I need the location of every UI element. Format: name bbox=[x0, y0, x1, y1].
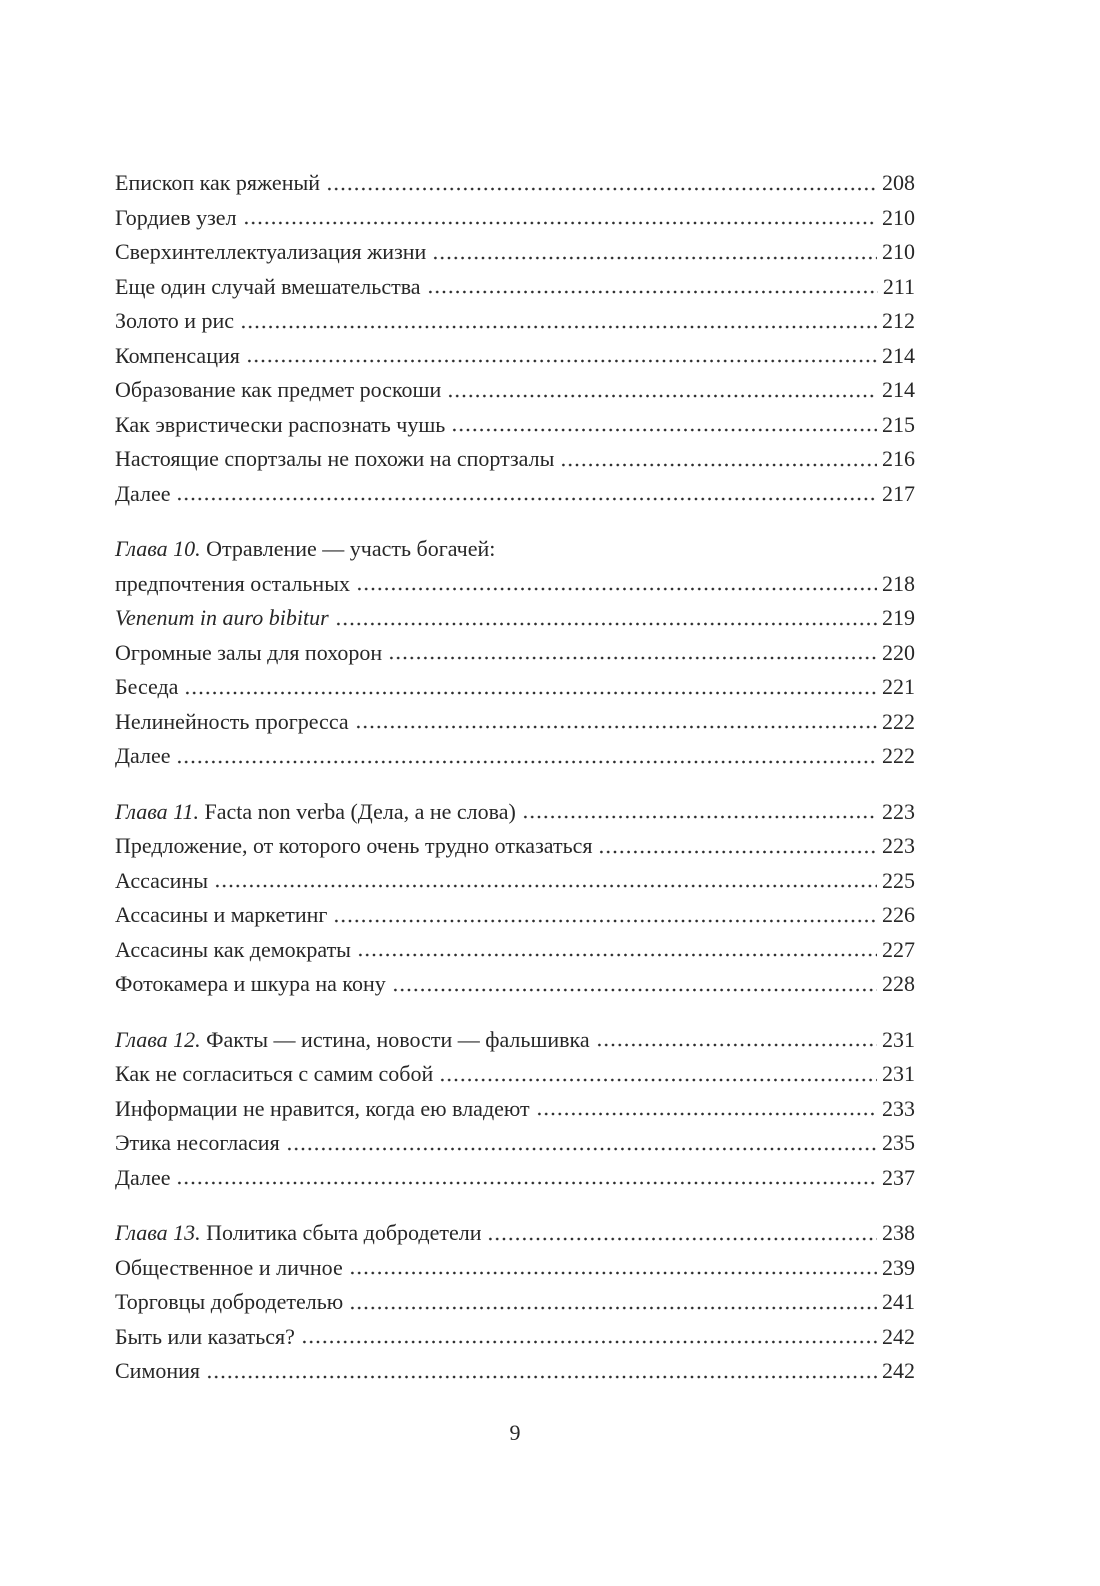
entry-page-number: 220 bbox=[882, 639, 915, 665]
toc-entry bbox=[115, 1057, 915, 1092]
entry-page-number: 228 bbox=[882, 971, 915, 996]
entry-page-number: 222 bbox=[882, 743, 915, 768]
toc-group bbox=[115, 795, 915, 1002]
entry-title: Далее bbox=[115, 480, 171, 506]
entry-page-number: 222 bbox=[882, 708, 915, 734]
toc-entry bbox=[115, 829, 915, 864]
entry-page-number: 242 bbox=[882, 1323, 915, 1349]
dot-leader bbox=[333, 919, 877, 923]
toc-entry bbox=[115, 1320, 915, 1355]
entry-page-number: 216 bbox=[882, 446, 915, 471]
dot-leader bbox=[392, 988, 877, 992]
dot-leader bbox=[246, 359, 877, 363]
toc-entry bbox=[115, 235, 915, 270]
dot-leader bbox=[206, 1375, 877, 1379]
entry-page-number: 211 bbox=[882, 273, 915, 299]
dot-leader bbox=[357, 953, 877, 957]
entry-title: Торговцы добродетелью bbox=[115, 1289, 344, 1314]
entry-page-number: 231 bbox=[882, 1026, 915, 1052]
entry-title: Огромные залы для похорон bbox=[115, 639, 383, 665]
dot-leader bbox=[349, 1271, 877, 1275]
toc-group bbox=[115, 1023, 915, 1196]
entry-page-number: 227 bbox=[882, 936, 915, 962]
entry-title: Беседа bbox=[115, 674, 179, 699]
dot-leader bbox=[427, 290, 878, 294]
entry-page-number: 239 bbox=[882, 1254, 915, 1280]
entry-title: Далее bbox=[115, 743, 171, 768]
entry-title: Компенсация bbox=[115, 342, 240, 368]
toc-entry bbox=[115, 933, 915, 968]
entry-title: Епископ как ряженый bbox=[115, 170, 321, 195]
toc-entry bbox=[115, 339, 915, 374]
toc-entry bbox=[115, 166, 915, 201]
entry-title: Нелинейность прогресса bbox=[115, 708, 349, 734]
dot-leader bbox=[447, 394, 877, 398]
entry-page-number: 235 bbox=[882, 1130, 915, 1155]
toc-entry bbox=[115, 304, 915, 339]
dot-leader bbox=[439, 1078, 877, 1082]
dot-leader bbox=[522, 815, 877, 819]
toc-entry bbox=[115, 967, 915, 1002]
entry-title: Сверхинтеллектуализация жизни bbox=[115, 239, 427, 264]
entry-title: Общественное и личное bbox=[115, 1254, 343, 1280]
entry-page-number: 242 bbox=[882, 1358, 915, 1383]
toc-entry bbox=[115, 408, 915, 443]
entry-title: Facta non verba (Дела, а не слова) bbox=[204, 798, 516, 824]
chapter-label: Глава 11. bbox=[115, 798, 199, 824]
dot-leader bbox=[286, 1147, 877, 1151]
dot-leader bbox=[184, 691, 877, 695]
entry-title: предпочтения остальных bbox=[115, 570, 350, 596]
toc-group bbox=[115, 1216, 915, 1389]
entry-title: Образование как предмет роскоши bbox=[115, 377, 442, 402]
dot-leader bbox=[326, 187, 877, 191]
entry-title: Как не согласиться с самим собой bbox=[115, 1061, 434, 1086]
toc-entry bbox=[115, 670, 915, 705]
entry-title: Политика сбыта добродетели bbox=[206, 1220, 482, 1245]
entry-title: Гордиев узел bbox=[115, 204, 237, 230]
dot-leader bbox=[596, 1043, 877, 1047]
entry-page-number: 214 bbox=[882, 342, 915, 368]
toc-entry bbox=[115, 201, 915, 236]
dot-leader bbox=[349, 1306, 877, 1310]
toc-entry bbox=[115, 795, 915, 830]
toc-entry bbox=[115, 567, 915, 602]
toc-entry bbox=[115, 270, 915, 305]
dot-leader bbox=[487, 1237, 877, 1241]
entry-title: Далее bbox=[115, 1164, 171, 1190]
toc-entry bbox=[115, 601, 915, 636]
dot-leader bbox=[388, 656, 877, 660]
entry-title: Информации не нравится, когда ею владеют bbox=[115, 1095, 530, 1121]
toc-entry bbox=[115, 739, 915, 774]
dot-leader bbox=[240, 325, 877, 329]
entry-title: Симония bbox=[115, 1358, 201, 1383]
toc-entry bbox=[115, 1126, 915, 1161]
toc-entry bbox=[115, 477, 915, 512]
entry-page-number: 223 bbox=[882, 833, 915, 858]
dot-leader bbox=[301, 1340, 877, 1344]
toc-group bbox=[115, 532, 915, 774]
toc-entry bbox=[115, 1023, 915, 1058]
page-footer bbox=[115, 1420, 915, 1446]
table-of-contents bbox=[115, 166, 915, 1389]
dot-leader bbox=[356, 587, 877, 591]
toc-entry bbox=[115, 442, 915, 477]
dot-leader bbox=[355, 725, 877, 729]
entry-title: Предложение, от которого очень трудно отказаться bbox=[115, 833, 593, 858]
toc-group bbox=[115, 166, 915, 511]
dot-leader bbox=[176, 760, 877, 764]
entry-title: Ассасины и маркетинг bbox=[115, 902, 328, 927]
dot-leader bbox=[598, 850, 877, 854]
dot-leader bbox=[432, 256, 877, 260]
entry-page-number: 241 bbox=[882, 1289, 915, 1314]
entry-title: Отравление — участь богачей: bbox=[206, 536, 496, 561]
dot-leader bbox=[560, 463, 877, 467]
entry-title: Настоящие спортзалы не похожи на спортзалы bbox=[115, 446, 555, 471]
entry-page-number: 215 bbox=[882, 411, 915, 437]
entry-page-number: 218 bbox=[882, 570, 915, 596]
entry-page-number: 208 bbox=[882, 170, 915, 195]
dot-leader bbox=[536, 1112, 877, 1116]
entry-page-number: 214 bbox=[882, 377, 915, 402]
entry-page-number: 223 bbox=[882, 798, 915, 824]
toc-entry bbox=[115, 636, 915, 671]
entry-page-number: 210 bbox=[882, 204, 915, 230]
dot-leader bbox=[176, 1181, 877, 1185]
page-number: 9 bbox=[509, 1420, 521, 1445]
entry-page-number: 221 bbox=[882, 674, 915, 699]
entry-title: Ассасины bbox=[115, 867, 208, 893]
entry-title: Факты — истина, новости — фальшивка bbox=[206, 1026, 590, 1052]
dot-leader bbox=[335, 622, 877, 626]
entry-page-number: 231 bbox=[882, 1061, 915, 1086]
entry-page-number: 219 bbox=[882, 605, 915, 630]
toc-entry bbox=[115, 898, 915, 933]
entry-page-number: 238 bbox=[882, 1220, 915, 1245]
dot-leader bbox=[176, 497, 877, 501]
toc-entry bbox=[115, 1161, 915, 1196]
toc-entry bbox=[115, 1285, 915, 1320]
dot-leader bbox=[451, 428, 877, 432]
chapter-label: Глава 12. bbox=[115, 1026, 201, 1052]
entry-title: Venenum in auro bibitur bbox=[115, 605, 329, 630]
entry-title: Золото и рис bbox=[115, 308, 235, 333]
entry-title: Ассасины как демократы bbox=[115, 936, 351, 962]
toc-entry bbox=[115, 373, 915, 408]
toc-entry bbox=[115, 532, 915, 567]
entry-page-number: 225 bbox=[882, 867, 915, 893]
entry-page-number: 210 bbox=[882, 239, 915, 264]
toc-entry bbox=[115, 1251, 915, 1286]
entry-page-number: 233 bbox=[882, 1095, 915, 1121]
toc-entry bbox=[115, 705, 915, 740]
entry-page-number: 217 bbox=[882, 480, 915, 506]
entry-title: Фотокамера и шкура на кону bbox=[115, 971, 386, 996]
entry-title: Еще один случай вмешательства bbox=[115, 273, 421, 299]
chapter-label: Глава 13. bbox=[115, 1220, 201, 1245]
dot-leader bbox=[214, 884, 877, 888]
entry-page-number: 237 bbox=[882, 1164, 915, 1190]
entry-title: Быть или казаться? bbox=[115, 1323, 295, 1349]
entry-page-number: 226 bbox=[882, 902, 915, 927]
chapter-label: Глава 10. bbox=[115, 536, 201, 561]
toc-entry bbox=[115, 1092, 915, 1127]
toc-entry bbox=[115, 1216, 915, 1251]
entry-page-number: 212 bbox=[882, 308, 915, 333]
entry-title: Как эвристически распознать чушь bbox=[115, 411, 446, 437]
toc-entry bbox=[115, 1354, 915, 1389]
entry-title: Этика несогласия bbox=[115, 1130, 280, 1155]
dot-leader bbox=[243, 221, 877, 225]
toc-entry bbox=[115, 864, 915, 899]
